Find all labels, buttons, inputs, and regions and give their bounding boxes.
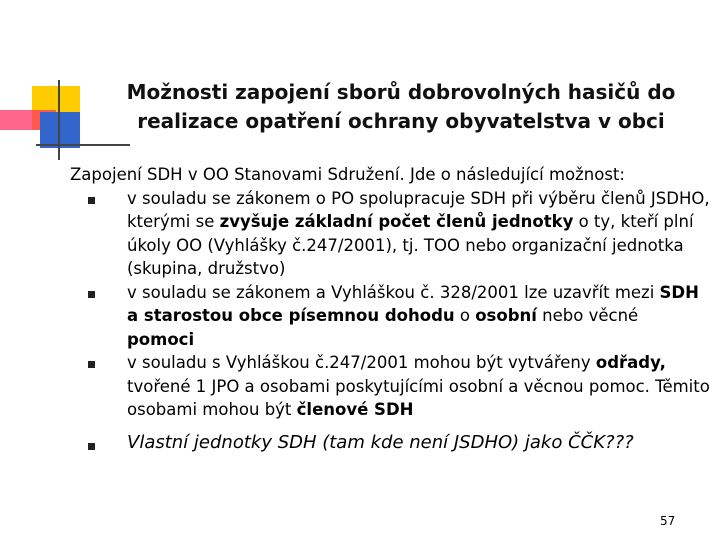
- decor-vertical-line: [58, 80, 60, 160]
- bullet-list: [70, 187, 710, 455]
- title-line-1: Možnosti zapojení sborů dobrovolných hasičů do: [126, 80, 676, 104]
- slide-body: [70, 163, 710, 455]
- page-number: 57: [660, 514, 676, 528]
- item-text-2: v souladu s Vyhláškou č.247/2001 mohou být vytvářeny odřady, tvořené 1 JPO a osobami poskytujícími osobní a věcnou pomoc. Těmito osobami mohou být členové SDH: [127, 353, 710, 419]
- square-bullet-icon: [88, 443, 95, 450]
- list-item: [70, 351, 710, 422]
- square-bullet-icon: [88, 361, 95, 368]
- square-bullet-icon: [88, 291, 95, 298]
- item-text-0: v souladu se zákonem o PO spolupracuje SDH při výběru členů JSDHO, kterými se zvyšuje základní počet členů jednotky o ty, kteří plní úkoly OO (Vyhlášky č.247/2001), tj. TOO nebo organizační jednotka (skupina, družstvo): [127, 188, 710, 278]
- decor-horizontal-line: [36, 144, 130, 146]
- slide-title: [96, 78, 706, 136]
- list-item: [70, 281, 710, 352]
- square-bullet-icon: [88, 197, 95, 204]
- title-line-2: realizace opatření ochrany obyvatelstva v obci: [137, 109, 665, 133]
- item-text-1: v souladu se zákonem a Vyhláškou č. 328/2001 lze uzavřít mezi SDH a starostou obce písemnou dohodu o osobní nebo věcné pomoci: [127, 282, 699, 349]
- list-item: [70, 187, 710, 281]
- list-item: [70, 430, 710, 455]
- intro-text: Zapojení SDH v OO Stanovami Sdružení. Jde o následující možnost:: [70, 165, 625, 184]
- decor-blue-square: [40, 112, 80, 148]
- item-text-3: Vlastní jednotky SDH (tam kde není JSDHO) jako ČČK???: [127, 431, 634, 453]
